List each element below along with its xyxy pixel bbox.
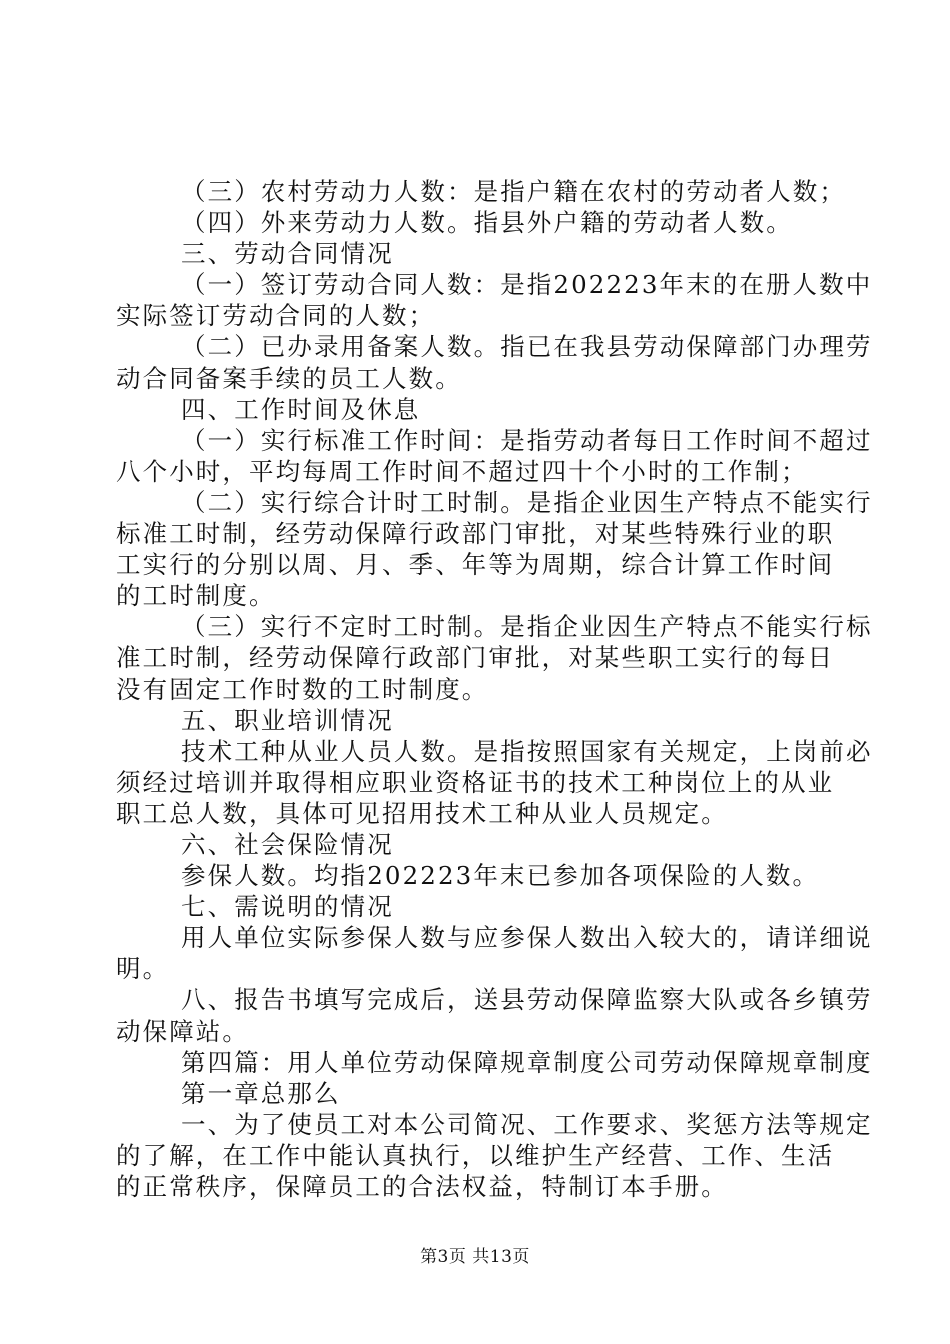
text-line: 的正常秩序，保障员工的合法权益，特制订本手册。 [116,1172,728,1201]
text-line: 实际签订劳动合同的人数； [116,301,436,331]
text-line: （二）已办录用备案人数。指已在我县劳动保障部门办理劳 [181,332,873,362]
text-line: 工实行的分别以周、月、季、年等为周期，综合计算工作时间 [116,550,835,580]
text-line: 标准工时制，经劳动保障行政部门审批，对某些特殊行业的职 [116,519,835,549]
page-footer: 第3页 共13页 [420,1247,530,1267]
text-line: 八、报告书填写完成后，送县劳动保障监察大队或各乡镇劳 [181,985,873,1015]
text-line: （四）外来劳动力人数。指县外户籍的劳动者人数。 [181,208,793,238]
body-text [116,176,873,1202]
text-line: （三）实行不定时工时制。是指企业因生产特点不能实行标 [181,612,873,642]
text-line: 参保人数。均指202223年末已参加各项保险的人数。 [181,861,820,891]
text-line: 八个小时，平均每周工作时间不超过四十个小时的工作制； [116,456,808,486]
text-line: （一）实行标准工作时间：是指劳动者每日工作时间不超过 [181,425,873,455]
section-heading: 三、劳动合同情况 [181,239,394,269]
text-line: 动保障站。 [116,1016,249,1046]
text-line: 没有固定工作时数的工时制度。 [116,674,489,704]
text-line: 技术工种从业人员人数。是指按照国家有关规定，上岗前必 [181,736,873,766]
text-line: 明。 [116,954,170,984]
text-line: 动合同备案手续的员工人数。 [116,363,462,393]
text-line: 一、为了使员工对本公司简况、工作要求、奖惩方法等规定 [181,1109,873,1139]
section-heading: 六、社会保险情况 [181,829,394,859]
section-heading: 四、工作时间及休息 [181,394,421,424]
text-line: （三）农村劳动力人数：是指户籍在农村的劳动者人数； [181,177,846,206]
section-heading: 第一章总那么 [181,1078,341,1108]
text-line: （二）实行综合计时工时制。是指企业因生产特点不能实行 [181,487,873,517]
section-heading: 七、需说明的情况 [181,892,394,922]
section-heading: 五、职业培训情况 [181,705,394,735]
text-line: （一）签订劳动合同人数：是指202223年末的在册人数中 [181,270,873,300]
text-line: 须经过培训并取得相应职业资格证书的技术工种岗位上的从业 [116,767,835,797]
text-line: 职工总人数，具体可见招用技术工种从业人员规定。 [116,798,728,828]
text-line: 准工时制，经劳动保障行政部门审批，对某些职工实行的每日 [116,643,835,673]
text-line: 用人单位实际参保人数与应参保人数出入较大的，请详细说 [181,923,873,953]
text-line: 的工时制度。 [116,581,276,611]
text-line: 的了解，在工作中能认真执行，以维护生产经营、工作、生活 [116,1140,835,1170]
chapter-heading: 第四篇：用人单位劳动保障规章制度公司劳动保障规章制度 [181,1047,873,1077]
